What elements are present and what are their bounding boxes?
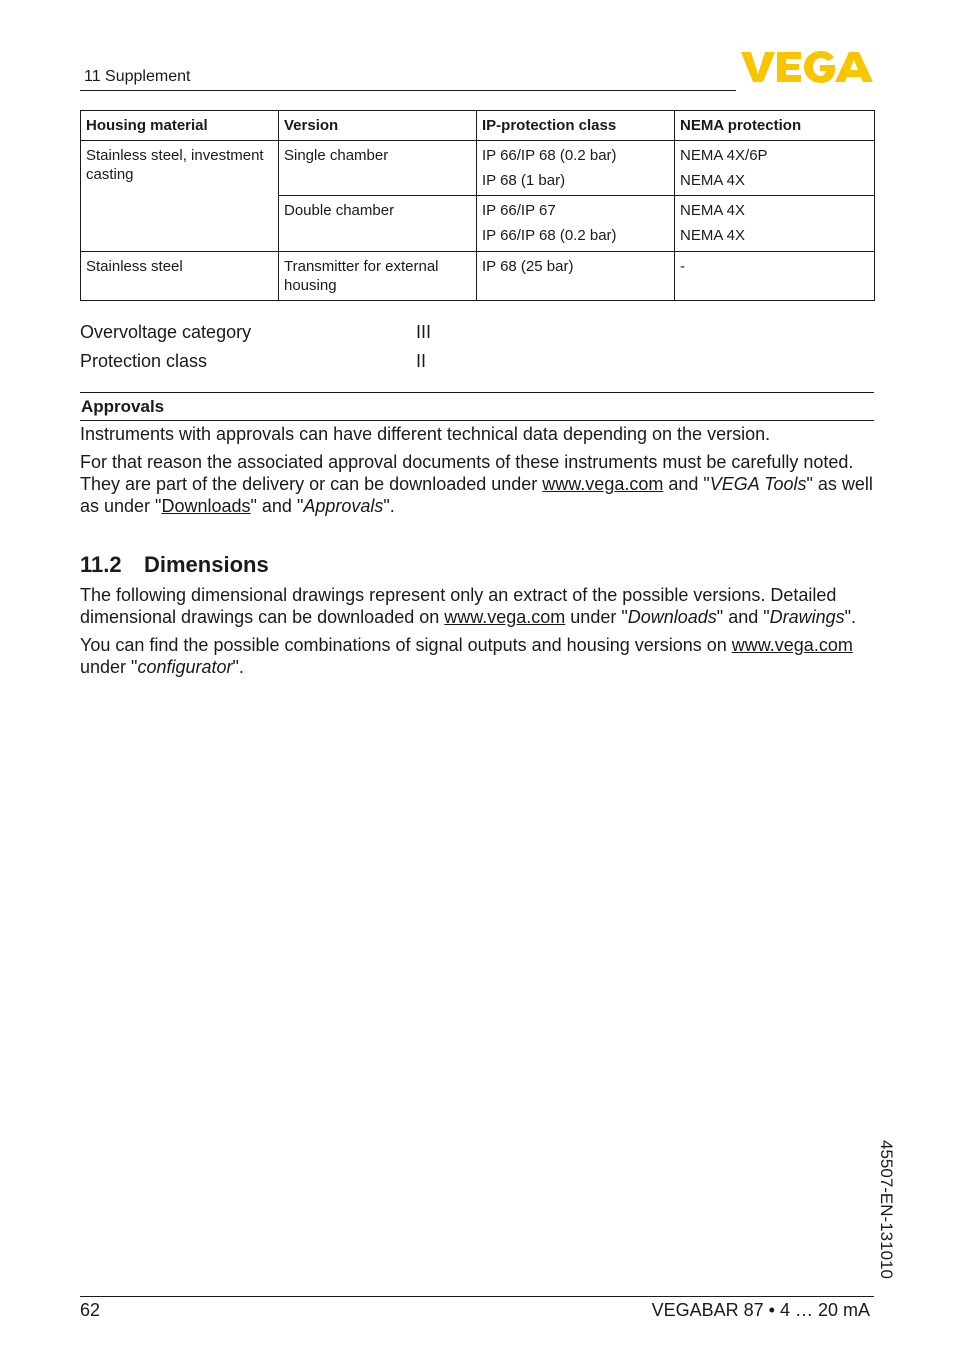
text-run: ". — [383, 496, 395, 516]
nema-cell — [675, 252, 875, 301]
protection-class-value: II — [416, 351, 427, 371]
nema-value: NEMA 4X — [680, 227, 746, 244]
vega-website-link[interactable]: www.vega.com — [731, 635, 853, 655]
section-title: Dimensions — [144, 552, 269, 577]
dimensions-paragraph-1 — [80, 584, 874, 628]
nema-cell — [675, 196, 875, 252]
emphasis-text: Downloads — [627, 607, 717, 627]
approvals-top-divider — [80, 392, 874, 393]
product-name: VEGABAR 87 • 4 … 20 mA — [651, 1300, 870, 1320]
ip-class-value: IP 68 (25 bar) — [482, 258, 574, 275]
nema-value: - — [680, 258, 685, 275]
ip-class-cell — [477, 141, 675, 196]
vega-logo — [741, 50, 873, 84]
overvoltage-category-value: III — [416, 322, 432, 342]
ip-class-value: IP 66/IP 68 (0.2 bar) — [482, 147, 617, 164]
version-cell: Transmitter for external housing — [279, 252, 477, 301]
text-run: ". — [844, 607, 857, 627]
ip-class-cell — [477, 196, 675, 252]
section-number: 11.2 — [80, 552, 122, 577]
footer-divider — [80, 1296, 874, 1297]
column-header: Version — [279, 111, 477, 141]
housing-protection-table — [80, 110, 875, 301]
text-run: and " — [663, 474, 710, 494]
document-id: 45507-EN-131010 — [877, 1140, 896, 1279]
text-run: ". — [232, 657, 244, 677]
vega-website-link[interactable]: www.vega.com — [444, 607, 566, 627]
page-number: 62 — [80, 1300, 101, 1320]
header-divider — [80, 90, 736, 91]
version-cell: Double chamber — [279, 196, 477, 252]
column-header: Housing material — [81, 111, 279, 141]
table-row — [81, 252, 875, 301]
emphasis-text: Drawings — [769, 607, 845, 627]
emphasis-text: Approvals — [303, 496, 384, 516]
section-heading — [80, 552, 269, 578]
nema-value: NEMA 4X — [680, 202, 746, 219]
approvals-heading: Approvals — [81, 397, 165, 416]
text-run: You can find the possible combinations of signal outputs and housing versions on — [80, 635, 732, 655]
version-cell: Single chamber — [279, 141, 477, 196]
downloads-link[interactable]: Downloads — [161, 496, 251, 516]
text-run: " and " — [250, 496, 304, 516]
emphasis-text: VEGA Tools — [709, 474, 807, 494]
ip-class-value: IP 66/IP 67 — [482, 202, 556, 219]
housing-material-cell: Stainless steel, investment casting — [81, 141, 279, 252]
nema-value: NEMA 4X — [680, 172, 746, 189]
vega-website-link[interactable]: www.vega.com — [542, 474, 664, 494]
nema-value: NEMA 4X/6P — [680, 147, 768, 164]
approvals-bottom-divider — [80, 420, 874, 421]
text-run: " as well as under " — [80, 474, 873, 516]
housing-material-cell: Stainless steel — [81, 252, 279, 301]
ip-class-cell — [477, 252, 675, 301]
approvals-paragraph-1: Instruments with approvals can have different technical data depending on the version. — [80, 424, 771, 444]
text-run: " and " — [716, 607, 770, 627]
text-run: under " — [80, 657, 138, 677]
table-header-row — [81, 111, 875, 141]
emphasis-text: configurator — [137, 657, 233, 677]
ip-class-value: IP 66/IP 68 (0.2 bar) — [482, 227, 617, 244]
approvals-paragraph-2 — [80, 451, 874, 517]
dimensions-paragraph-2 — [80, 634, 874, 678]
header-section-title: 11 Supplement — [84, 68, 191, 85]
nema-cell — [675, 141, 875, 196]
column-header: IP-protection class — [477, 111, 675, 141]
text-run: The following dimensional drawings represent only an extract of the possible versions. Detailed dimensional drawings can be downloaded on — [80, 585, 837, 627]
ip-class-value: IP 68 (1 bar) — [482, 172, 566, 189]
text-run: under " — [565, 607, 628, 627]
table-row — [81, 141, 875, 196]
column-header: NEMA protection — [675, 111, 875, 141]
text-run: For that reason the associated approval documents of these instruments must be carefully noted. They are part of the delivery or can be downloaded under — [80, 452, 854, 494]
overvoltage-category-label: Overvoltage category — [80, 322, 252, 342]
protection-class-label: Protection class — [80, 351, 208, 371]
